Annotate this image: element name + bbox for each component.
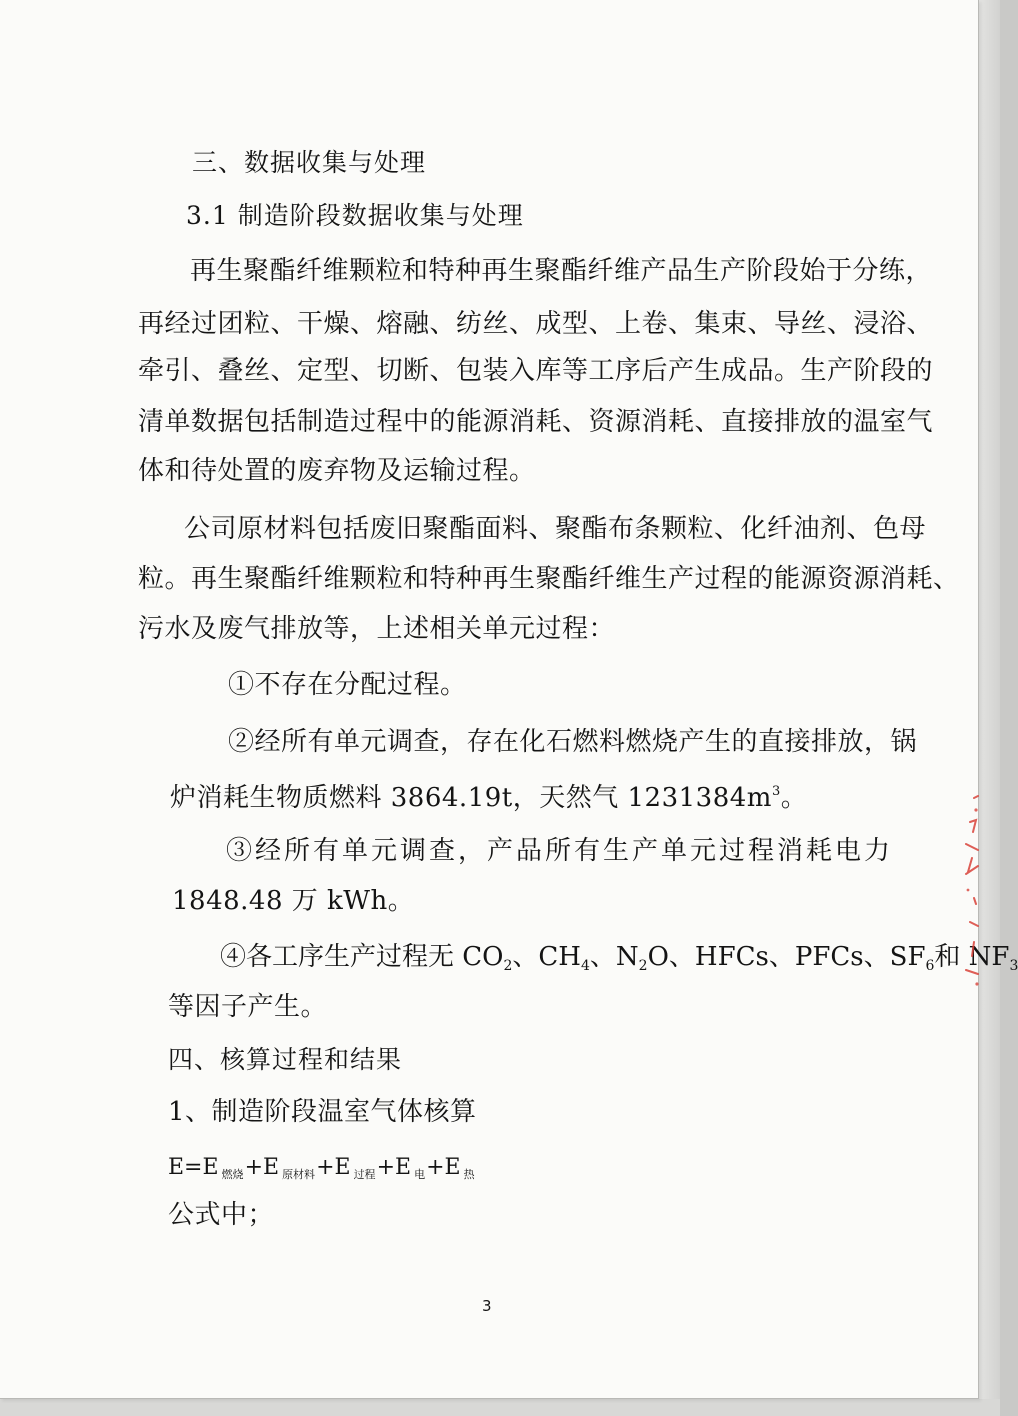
list-item-line: 炉消耗生物质燃料 3864.19t，天然气 $1231384m^3$。 [170,783,808,813]
scanner-bottom-shadow [0,1399,1000,1416]
paragraph-line: 体和待处置的废弃物及运输过程。 [138,456,536,486]
paragraph-line: 牵引、叠丝、定型、切断、包装入库等工序后产生成品。生产阶段的 [138,356,934,386]
list-item-1: ①不存在分配过程。 [228,670,467,700]
seal-stamp-fragment [956,792,984,992]
list-item-line: ②经所有单元调查，存在化石燃料燃烧产生的直接排放，锅 [228,727,918,757]
paragraph-line: 污水及废气排放等，上述相关单元过程： [138,614,616,644]
page-number: 3 [482,1297,492,1315]
list-item-line: 1848.48 万 kWh。 [172,886,415,916]
scanner-edge-shadow [978,0,1000,1416]
list-item-line: ③经所有单元调查，产品所有生产单元过程消耗电力 [226,836,894,866]
subsection-heading: 3.1 制造阶段数据收集与处理 [186,201,524,230]
section-4-heading: 四、核算过程和结果 [168,1045,403,1074]
paragraph-line: 粒。再生聚酯纤维颗粒和特种再生聚酯纤维生产过程的能源资源消耗、 [138,564,960,594]
paragraph-line: 公司原材料包括废旧聚酯面料、聚酯布条颗粒、化纤油剂、色母 [184,514,927,544]
list-item-line: ④各工序生产过程无 $CO_2$、$CH_4$、$N_2O$、HFCs、PFCs、$SF_6$和 $NF_3$ [220,942,1018,974]
emission-formula: E=E $_{燃烧}$+E $_{原材料}$+E $_{过程}$+E $_电$+E $_热$ [168,1155,475,1181]
paragraph-line: 清单数据包括制造过程中的能源消耗、资源消耗、直接排放的温室气 [138,407,934,437]
section-heading: 三、数据收集与处理 [192,148,427,177]
list-item-line: 等因子产生。 [168,992,328,1022]
subsection-1-heading: 1、制造阶段温室气体核算 [168,1097,477,1127]
formula-note: 公式中； [168,1200,275,1230]
paragraph-line: 再生聚酯纤维颗粒和特种再生聚酯纤维产品生产阶段始于分练， [190,256,933,286]
paragraph-line: 再经过团粒、干燥、熔融、纺丝、成型、上卷、集束、导丝、浸浴、 [138,309,934,339]
